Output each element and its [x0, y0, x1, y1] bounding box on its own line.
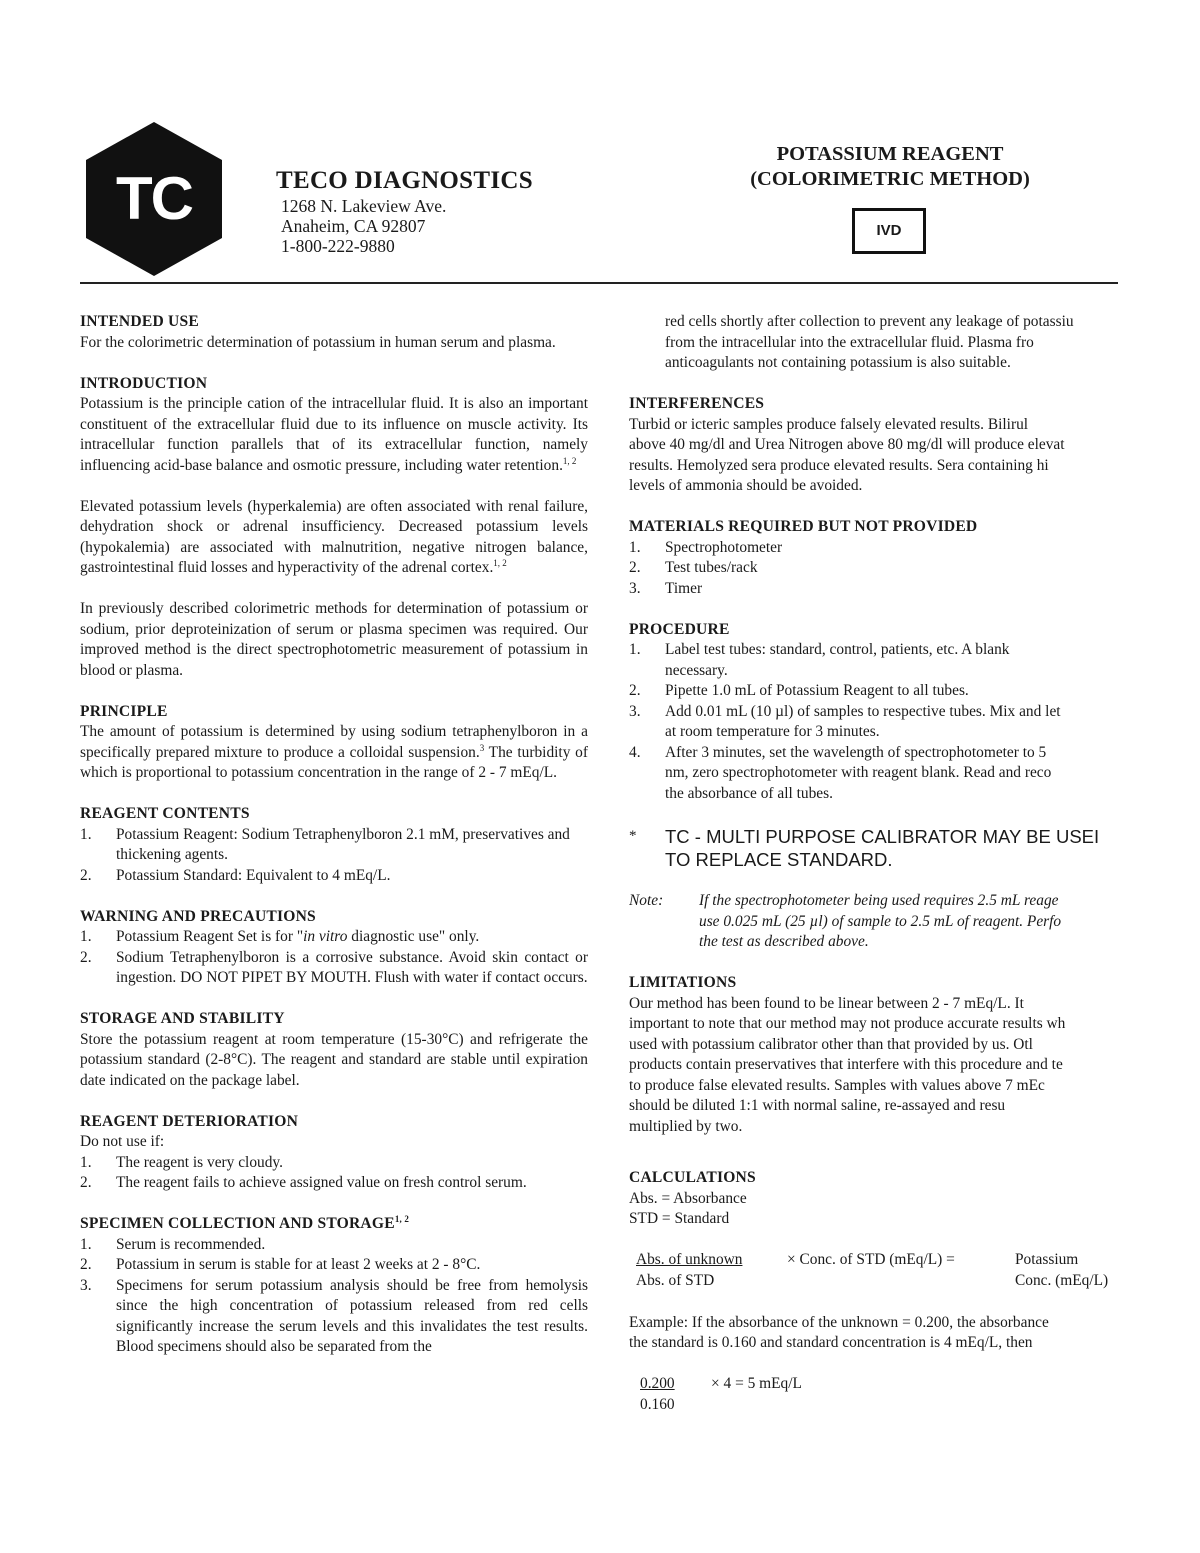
list-item: 2. The reagent fails to achieve assigned value on fresh control serum. — [80, 1174, 527, 1191]
list-item: 1. Spectrophotometer — [629, 538, 783, 556]
right-column — [629, 312, 1118, 1416]
calculations-heading: CALCULATIONS — [629, 1169, 756, 1186]
list-item: 1. Serum is recommended. — [80, 1235, 266, 1253]
deterioration-intro: Do not use if: — [80, 1133, 165, 1150]
introduction-paragraph-3: In previously described colorimetric methods for determination of potassium or sodium, prior deproteinization of serum or plasma specimen was required. Our improved method is the direct spectrophotometric measurement of potassium in blood or plasma. — [80, 600, 588, 679]
list-item: 2. Sodium Tetraphenylboron is a corrosive substance. Avoid skin contact or ingestion. DO NOT PIPET BY MOUTH. Flush with water if contact occurs. — [80, 948, 588, 986]
introduction-section — [80, 374, 588, 682]
calibrator-note: * TC - MULTI PURPOSE CALIBRATOR MAY BE USEI TO REPLACE STANDARD. — [629, 825, 1100, 870]
intended-use-section — [80, 312, 588, 353]
principle-section — [80, 702, 588, 784]
reagent-contents-section — [80, 804, 588, 886]
reference-marker: 1, 2 — [394, 1213, 410, 1224]
list-item: 1. The reagent is very cloudy. — [80, 1153, 283, 1171]
reagent-contents-heading: REAGENT CONTENTS — [80, 805, 250, 822]
specimen-continuation: red cells shortly after collection to prevent any leakage of potassiu from the intracellular into the extracellular fluid. Plasma fro anticoagulants not containing potassium is also suitable. — [665, 313, 1074, 371]
list-item: 2. Test tubes/rack — [629, 559, 758, 576]
list-item: 2. Potassium Standard: Equivalent to 4 mEq/L. — [80, 866, 391, 884]
title-line-2: (COLORIMETRIC METHOD) — [750, 168, 1030, 190]
deterioration-heading: REAGENT DETERIORATION — [80, 1112, 299, 1130]
limitations-heading: LIMITATIONS — [629, 974, 737, 991]
storage-section — [80, 1009, 588, 1091]
limitations-section: LIMITATIONS Our method has been found to be linear between 2 - 7 mEq/L. It important to note that our method may not produce accurate results wh used with potassium calibrator other than that provided by us. Otl products contain preservatives that interfere with this procedure and te to produce false elevated results. Samples with values above 7 mEc should be diluted 1:1 with normal saline, re-assayed and resu multiplied by two. — [629, 973, 1118, 1137]
std-definition: STD = Standard — [629, 1210, 730, 1227]
deterioration-section — [80, 1112, 588, 1194]
list-item: 3. Specimens for serum potassium analysis should be free from hemolysis since the high concentration of potassium released from red cells significantly increase the serum levels and this invalidates the test results. Blood specimens should also be separated from the — [80, 1276, 588, 1355]
address-line-2: Anaheim, CA 92807 — [281, 216, 426, 236]
storage-heading: STORAGE AND STABILITY — [80, 1010, 285, 1027]
formula-multiplier: × Conc. of STD (mEq/L) = — [787, 1251, 955, 1268]
introduction-paragraph-1: Potassium is the principle cation of the intracellular fluid. It is also an important constituent of the extracellular fluid due to its influence on muscle activity. Its intracellular function parallels that of its extracellular function, namely influencing acid-base balance and osmotic pressure, including water retention.$^{1, 2}$ — [80, 395, 588, 474]
example-line-1: Example: If the absorbance of the unknown = 0.200, the absorbance — [629, 1313, 1049, 1331]
example-numerator: 0.200 — [640, 1375, 675, 1392]
materials-section — [629, 517, 1118, 599]
example-denominator: 0.160 — [640, 1395, 675, 1413]
reference-marker: 3 — [479, 742, 485, 753]
formula-result-line2: Conc. (mEq/L) — [1015, 1271, 1109, 1289]
list-item: 1. Label test tubes: standard, control, patients, etc. A blank necessary. — [629, 641, 1010, 679]
materials-heading: MATERIALS REQUIRED BUT NOT PROVIDED — [629, 518, 978, 535]
interferences-section: INTERFERENCES Turbid or icteric samples produce falsely elevated results. Bilirul above 40 mg/dl and Urea Nitrogen above 80 mg/dl will produce elevat results. Hemolyzed sera produce elevated results. Sera containing hi levels of ammonia should be avoided. — [629, 394, 1118, 497]
introduction-heading: INTRODUCTION — [80, 374, 208, 392]
warning-section — [80, 907, 588, 989]
warning-heading: WARNING AND PRECAUTIONS — [80, 907, 316, 925]
abs-definition: Abs. = Absorbance — [629, 1189, 747, 1207]
introduction-paragraph-2: Elevated potassium levels (hyperkalemia) are often associated with renal failure, dehydration shock or adrenal insufficiency. Decreased potassium levels (hypokalemia) are associated with malnutrition, negative nitrogen balance, gastrointestinal fluid losses and hyperactivity of the adrenal cortex.$^{1, 2}$ — [80, 497, 588, 576]
list-item: 1. Potassium Reagent Set is for "in vitro diagnostic use" only. — [80, 928, 480, 945]
example-formula — [629, 1374, 1118, 1416]
example-result: × 4 = 5 mEq/L — [711, 1375, 802, 1392]
company-name: TECO DIAGNOSTICS — [276, 167, 533, 194]
document-title — [680, 142, 1100, 192]
list-item: 2. Pipette 1.0 mL of Potassium Reagent to all tubes. — [629, 682, 969, 699]
list-item: 4. After 3 minutes, set the wavelength of spectrophotometer to 5 nm, zero spectrophotometer with reagent blank. Read and reco the absorbance of all tubes. — [629, 743, 1052, 802]
logo-text: TC — [116, 165, 192, 232]
list-item: 2. Potassium in serum is stable for at least 2 weeks at 2 - 8°C. — [80, 1256, 481, 1273]
storage-text: Store the potassium reagent at room temperature (15-30°C) and refrigerate the potassium standard (2-8°C). The reagent and standard are stable until expiration date indicated on the package label. — [80, 1030, 588, 1089]
header-divider — [80, 282, 1118, 284]
specimen-heading: SPECIMEN COLLECTION AND STORAGE$^{1, 2}$ — [80, 1213, 410, 1232]
specimen-section — [80, 1214, 588, 1358]
address-line-1: 1268 N. Lakeview Ave. — [281, 196, 447, 216]
list-item: 3. Timer — [629, 579, 703, 597]
formula-denominator: Abs. of STD — [636, 1271, 715, 1289]
list-item: 3. Add 0.01 mL (10 µl) of samples to respective tubes. Mix and let at room temperature for 3 minutes. — [629, 702, 1061, 740]
left-column — [80, 312, 588, 1358]
title-line-1: POTASSIUM REAGENT — [776, 143, 1004, 165]
intended-use-heading: INTENDED USE — [80, 313, 199, 330]
calculation-formula — [629, 1250, 1118, 1292]
reagent-volume-note: Note: If the spectrophotometer being used requires 2.5 mL reage use 0.025 mL (25 µl) of sample to 2.5 mL of reagent. Perfo the test as described above. — [629, 892, 1062, 950]
principle-heading: PRINCIPLE — [80, 702, 168, 720]
principle-text: The amount of potassium is determined by using sodium tetraphenylboron in a specifically prepared mixture to produce a colloidal suspension.$^3$ The turbidity of which is proportional to potassium concentration in the range of 2 - 7 mEq/L. — [80, 723, 588, 781]
procedure-section — [629, 620, 1118, 805]
reference-marker: 1, 2 — [493, 557, 507, 568]
reference-marker: 1, 2 — [562, 455, 577, 466]
company-block — [276, 166, 533, 256]
list-item: 1. Potassium Reagent: Sodium Tetraphenylboron 2.1 mM, preservatives and thickening agents. — [80, 825, 570, 863]
intended-use-text: For the colorimetric determination of potassium in human serum and plasma. — [80, 333, 556, 351]
formula-numerator: Abs. of unknown — [636, 1251, 743, 1268]
ivd-badge: IVD — [852, 208, 926, 254]
phone-number: 1-800-222-9880 — [281, 236, 395, 256]
calculations-section — [629, 1168, 1118, 1416]
teco-logo — [84, 120, 224, 278]
procedure-heading: PROCEDURE — [629, 620, 730, 638]
formula-result-line1: Potassium — [1015, 1251, 1079, 1268]
interferences-heading: INTERFERENCES — [629, 395, 765, 412]
example-line-2: the standard is 0.160 and standard concentration is 4 mEq/L, then — [629, 1334, 1033, 1351]
